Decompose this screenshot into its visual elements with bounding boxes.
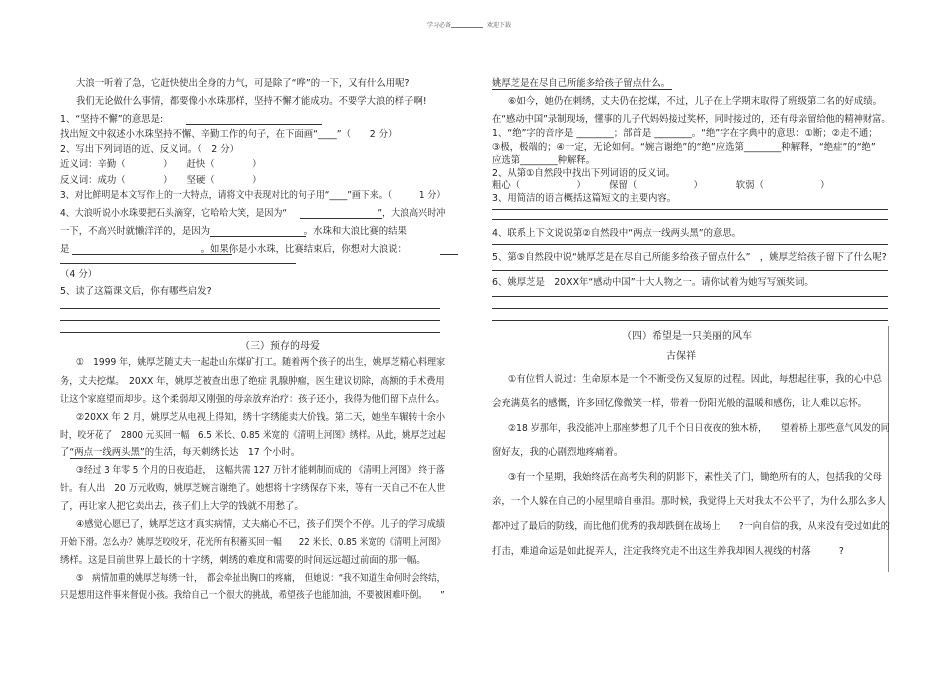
antonym-row: 反义词：成功（ ） 坚硬（ ） xyxy=(60,175,262,186)
paragraph-line: ②18 岁那年，我没能冲上那座梦想了几千个日日夜夜的独木桥， 望着桥上那些意气风发的同 xyxy=(508,423,890,434)
paragraph-line: ②20XX 年 2 月，姚厚芝从电视上得知，绣十字绣能卖大价钱。第二天，她坐车辗转十余小 xyxy=(76,412,446,423)
paragraph-line: 只是想用这件事来督促小孩。我给自己一个很大的挑战，希望孩子也能加油，不要被困难吓倒。 ” xyxy=(60,590,445,601)
paragraph-line: ⑤ 病情加重的姚厚芝每绣一针， 都会牵扯出胸口的疼痛， 但她说：“我不知道生命何时会终结， xyxy=(76,573,446,584)
score-note: （4 分） xyxy=(60,269,98,280)
question-1-line-2: ③极，极端的；④一定，无论如何。“婉言谢绝”的“绝”应选第________种解释，“绝症”的“绝” xyxy=(492,142,876,153)
underline-mark xyxy=(70,458,146,459)
paragraph-line: 绣样。这是目前世界上最长的十字绣，刺绣的难度和需要的时间远远超过前面的那一幅。 xyxy=(60,555,426,566)
question-4: 4、联系上下文说说第②自然段中“两点一线两头黑”的意思。 xyxy=(492,228,742,239)
answer-line xyxy=(60,332,440,333)
paragraph-line: 亲，一个人躲在自己的小屋里暗自垂泪。那时候，我觉得上天对我太不公平了，为什么那么多人 xyxy=(492,496,886,507)
passage-line: 我们无论做什么事情，都要像小水珠那样，坚持不懈才能成功。不要学大浪的样子啊! xyxy=(76,96,427,107)
answer-line xyxy=(492,219,888,220)
header-divider xyxy=(451,27,483,28)
answer-line xyxy=(60,320,440,321)
paragraph-line: ③有一个星期，我始终活在高考失利的阴影下，素性关了门，锄绝所有的人，包括我的父母 xyxy=(508,472,883,483)
answer-line xyxy=(492,320,888,321)
header-left-text: 学习必备 xyxy=(427,22,452,29)
passage-line: 大浪一听着了急，它赶快使出全身的力气，可是除了“哗”的一下，又有什么用呢? xyxy=(76,78,410,89)
paragraph-line: 都冲过了最后的防线，而比他们优秀的我却跌倒在战场上 ?一向自信的我，从来没有受过如此的 xyxy=(492,521,890,532)
paragraph-line: 在“感动中国”录制现场，懂事的儿子代妈妈接过奖杯，同时接过的，还有母亲留给他的精神财富。 xyxy=(492,114,891,125)
section-4-author: 古保祥 xyxy=(666,351,696,362)
question-1: 1、“绝”字的音序是 ________；部首是 ________。“绝”字在字典中的意思：①断；②走不通； xyxy=(492,128,878,139)
question-3: 3、对比鲜明是本文写作上的一大特点，请将文中表现对比的句子用“____”画下来。（ 1 分） xyxy=(60,190,446,201)
section-3-title: （三）预存的母爱 xyxy=(240,341,320,352)
paragraph-line: ③经过 3 年零 5 个月的日夜追赶， 这幅共需 127 万针才能刺制而成的 《清明上河图》 终于落 xyxy=(76,465,445,476)
paragraph-line: 了，再让家人把它卖出去，孩子们上大学的钱就不用愁了。 xyxy=(60,501,304,512)
answer-line xyxy=(300,218,382,219)
underline-mark xyxy=(492,89,672,90)
paragraph-line: 时，咬牙花了 2800 元买回一幅 6.5 米长、0.85 米宽的《清明上河图》绣样。从此，姚厚芝过起 xyxy=(60,430,446,441)
answer-line xyxy=(60,308,440,309)
paragraph-line: 姚厚芝是在尽自己所能多给孩子留点什么。 xyxy=(492,78,671,89)
question-6: 6、姚厚芝是 20XX年“感动中国”十大人物之一。请你试着为她写写颁奖词。 xyxy=(492,277,814,288)
section-4-title: （四）希望是一只美丽的风车 xyxy=(622,331,752,342)
answer-line xyxy=(492,308,888,309)
answer-line xyxy=(492,270,888,271)
question-1-instruction: 找出短文中叙述小水珠坚持不懈、辛勤工作的句子，在下面画“____”（ 2 分） xyxy=(60,129,398,140)
paragraph-line: ①有位哲人说过：生命原本是一个不断受伤又复原的过程。因此，每想起往事，我的心中总 xyxy=(508,374,883,385)
question-5: 5、第⑤自然段中说“姚厚芝是在尽自己所能多给孩子留点什么” ，姚厚芝给孩子留下了什么呢? xyxy=(492,252,887,263)
answer-line xyxy=(492,296,888,297)
question-1-line-3: 应选第________种解释。 xyxy=(492,155,596,166)
paragraph-line: 打击，难道命运是如此捉弄人，注定我终究走不出这生养我却困人视线的村落 ? xyxy=(492,546,844,557)
synonym-row: 近义词：辛勤（ ） 赶快（ ） xyxy=(60,159,262,170)
paragraph-line: 了“两点一线两头黑”的生活，每天刺绣长达 17 个小时。 xyxy=(60,447,301,458)
answer-line xyxy=(492,244,888,245)
question-1: 1、“坚持不懈”的意思是: xyxy=(60,114,164,125)
paragraph-line: 务，丈夫挖煤。 20XX 年，姚厚芝被查出患了绝症 乳腺肿瘤，医生建议切除，高额的手术费用 xyxy=(60,376,445,387)
paragraph-line: 窗好友，我的心剧烈地疼痛着。 xyxy=(492,447,624,458)
question-4: 4、大浪听说小水珠要把石头滴穿，它哈哈大笑，是因为“ ”，大浪高兴时冲 xyxy=(60,208,446,219)
question-2: 2、写出下列词语的近、反义词。（ 2 分） xyxy=(60,144,239,155)
answer-line xyxy=(440,254,458,255)
paragraph-line: ① 1999 年，姚厚芝随丈夫一起赴山东煤矿打工。随着两个孩子的出生，姚厚芝精心料理家 xyxy=(76,357,446,368)
answer-line xyxy=(72,254,232,255)
question-4-line-2: 一下，不高兴时就懒洋洋的，是因为 。水珠和大浪比赛的结果 xyxy=(60,226,407,237)
answer-line xyxy=(60,263,296,264)
question-5: 5、读了这篇课文后，你有哪些启发? xyxy=(60,286,212,297)
paragraph-line: ④感觉心愿已了，姚厚芝这才真实病情，丈夫痛心不已，孩子们哭个不停。儿子的学习成绩 xyxy=(76,519,446,530)
answer-line xyxy=(186,124,322,125)
header-right-text: 欢迎下载 xyxy=(487,22,512,29)
column-border xyxy=(888,326,889,572)
paragraph-line: ⑥如今，她仍在刺绣，丈夫仍在挖煤，不过，儿子在上学期末取得了班级第二名的好成绩。 xyxy=(508,96,883,107)
paragraph-line: 针。有人出 20 万元收购，姚厚芝婉言谢绝了。她想将十字绣保存下来，等有一天自己不在人世 xyxy=(60,483,446,494)
paragraph-line: 开始下滑。怎么办？姚厚芝咬咬牙，花光所有积蓄买回一幅 22 米长、0.85 米宽的《清明上河图》 xyxy=(60,537,446,548)
antonym-row: 粗心（ ） 保留（ ） 软弱（ ） xyxy=(492,180,830,191)
question-2: 2、从第①自然段中找出下列词语的反义词。 xyxy=(492,168,676,179)
question-4-line-3: 是 。如果你是小水珠，比赛结束后，你想对大浪说： xyxy=(60,244,407,255)
question-3: 3、用简洁的语言概括这篇短文的主要内容。 xyxy=(492,193,677,204)
paragraph-line: 会充满莫名的感慨，许多回忆像微笑一样，带着一份阳光般的温暖和感伤，让人难以忘怀。 xyxy=(492,398,868,409)
answer-line xyxy=(210,236,306,237)
paragraph-line: 让这个家庭望而却步。这个柔弱却又刚强的母亲放弃治疗：孩子还小，我得为他们留下点什么。 xyxy=(60,394,445,405)
answer-line xyxy=(492,209,888,210)
